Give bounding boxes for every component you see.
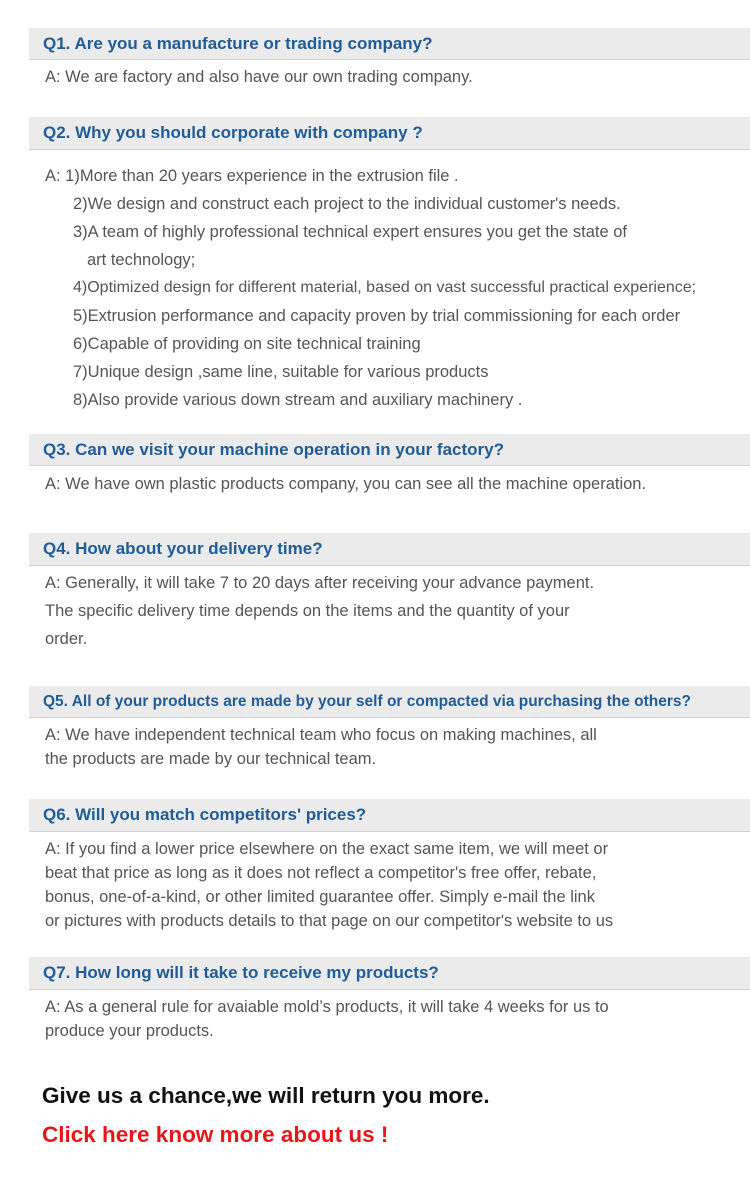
faq-answer-2-line-9: 8)Also provide various down stream and auxiliary machinery . bbox=[73, 391, 523, 409]
faq-answer-6-line-1: A: If you find a lower price elsewhere on the exact same item, we will meet or bbox=[45, 840, 609, 858]
faq-answer-6-line-2: beat that price as long as it does not reflect a competitor's free offer, rebate, bbox=[45, 864, 597, 882]
faq-answer-1-line-1: A: We are factory and also have our own trading company. bbox=[45, 68, 473, 86]
faq-answer-2-line-3: 3)A team of highly professional technical expert ensures you get the state of bbox=[73, 223, 627, 241]
faq-answer-2-line-2: 2)We design and construct each project to the individual customer's needs. bbox=[73, 195, 621, 213]
faq-answer-2-line-1: A: 1)More than 20 years experience in the extrusion file . bbox=[45, 167, 459, 185]
faq-answer-7-line-2: produce your products. bbox=[45, 1022, 214, 1040]
faq-question-2: Q2. Why you should corporate with company ? bbox=[29, 117, 750, 150]
faq-answer-2-line-4: art technology; bbox=[87, 251, 196, 269]
faq-question-5: Q5. All of your products are made by your self or compacted via purchasing the others? bbox=[29, 686, 750, 718]
faq-question-7: Q7. How long will it take to receive my products? bbox=[29, 957, 750, 990]
faq-answer-7-line-1: A: As a general rule for avaiable mold’s products, it will take 4 weeks for us to bbox=[45, 998, 609, 1016]
faq-question-6: Q6. Will you match competitors' prices? bbox=[29, 799, 750, 832]
faq-question-3: Q3. Can we visit your machine operation in your factory? bbox=[29, 434, 750, 466]
faq-answer-6-line-3: bonus, one-of-a-kind, or other limited guarantee offer. Simply e-mail the link bbox=[45, 888, 595, 906]
faq-answer-4-line-2: The specific delivery time depends on the items and the quantity of your bbox=[45, 602, 570, 620]
faq-question-1: Q1. Are you a manufacture or trading company? bbox=[29, 28, 750, 60]
faq-answer-4-line-1: A: Generally, it will take 7 to 20 days after receiving your advance payment. bbox=[45, 574, 595, 592]
faq-answer-5-line-1: A: We have independent technical team who focus on making machines, all bbox=[45, 726, 597, 744]
faq-answer-6-line-4: or pictures with products details to that page on our competitor's website to us bbox=[45, 912, 614, 930]
about-us-link[interactable]: Click here know more about us ! bbox=[42, 1122, 389, 1147]
faq-answer-5-line-2: the products are made by our technical team. bbox=[45, 750, 377, 768]
faq-answer-3-line-1: A: We have own plastic products company, you can see all the machine operation. bbox=[45, 475, 647, 493]
faq-answer-2-line-8: 7)Unique design ,same line, suitable for various products bbox=[73, 363, 489, 381]
faq-answer-4-line-3: order. bbox=[45, 630, 88, 648]
cta-headline: Give us a chance,we will return you more. bbox=[42, 1083, 490, 1108]
faq-answer-2-line-7: 6)Capable of providing on site technical training bbox=[73, 335, 421, 353]
faq-answer-2-line-6: 5)Extrusion performance and capacity proven by trial commissioning for each order bbox=[73, 307, 681, 325]
faq-question-4: Q4. How about your delivery time? bbox=[29, 533, 750, 566]
faq-answer-2-line-5: 4)Optimized design for different material, based on vast successful practical experience; bbox=[73, 279, 697, 296]
